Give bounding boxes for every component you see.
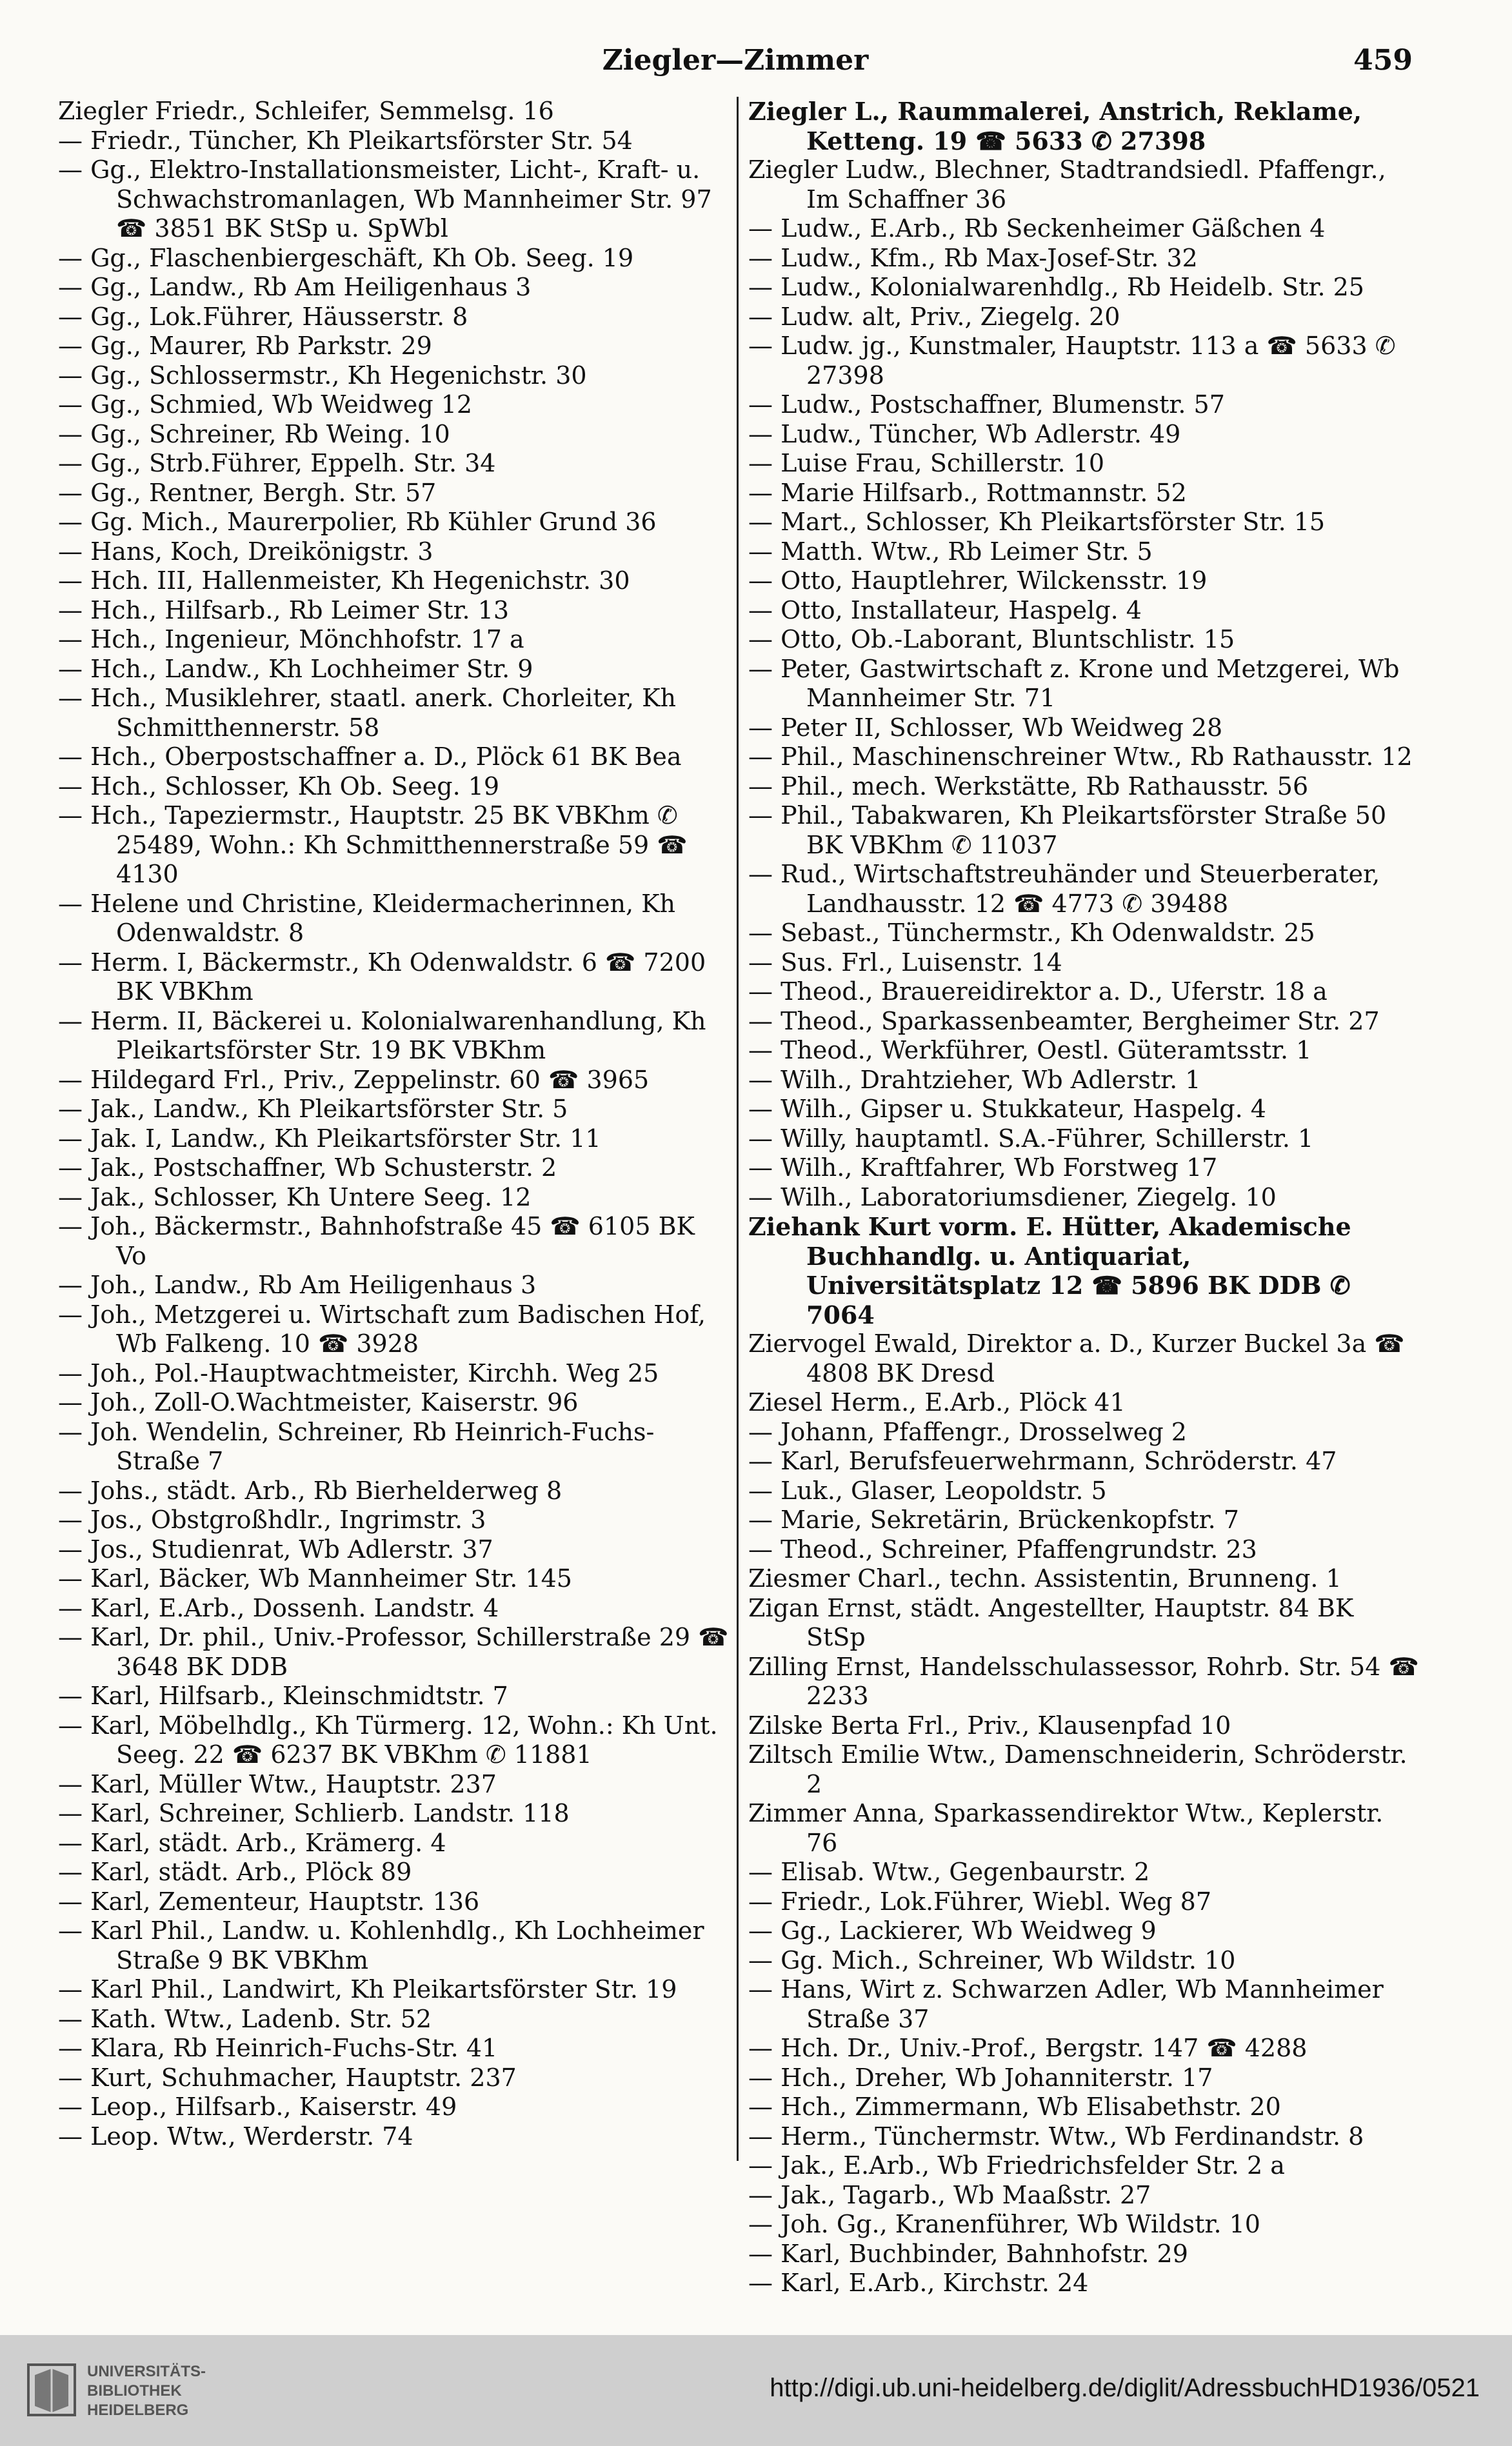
directory-entry: — Willy, hauptamtl. S.A.-Führer, Schillerstr. 1 bbox=[748, 1124, 1314, 1153]
directory-entry: — Karl, städt. Arb., Plöck 89 bbox=[58, 1858, 412, 1886]
directory-entry: — Karl, Schreiner, Schlierb. Landstr. 118 bbox=[58, 1799, 570, 1827]
directory-entry: — Hch., Landw., Kh Lochheimer Str. 9 bbox=[58, 654, 533, 683]
directory-entry: — Joh., Landw., Rb Am Heiligenhaus 3 bbox=[58, 1271, 537, 1299]
directory-entry: — Herm. I, Bäckermstr., Kh Odenwaldstr. 6 ☎ 7200 BK VBKhm bbox=[58, 948, 706, 1006]
directory-entry: — Kurt, Schuhmacher, Hauptstr. 237 bbox=[58, 2063, 517, 2092]
directory-entry: — Ludw., Tüncher, Wb Adlerstr. 49 bbox=[748, 419, 1181, 448]
directory-entry: — Jak. I, Landw., Kh Pleikartsförster Str. 11 bbox=[58, 1124, 601, 1153]
logo-line: BIBLIOTHEK bbox=[87, 2382, 182, 2400]
directory-entry: — Theod., Schreiner, Pfaffengrundstr. 23 bbox=[748, 1535, 1257, 1564]
directory-entry: — Joh. Wendelin, Schreiner, Rb Heinrich-Fuchs-Straße 7 bbox=[58, 1417, 655, 1475]
directory-entry: — Joh., Metzgerei u. Wirtschaft zum Badischen Hof, Wb Falkeng. 10 ☎ 3928 bbox=[58, 1300, 706, 1358]
directory-entry: — Elisab. Wtw., Gegenbaurstr. 2 bbox=[748, 1858, 1150, 1886]
directory-entry: — Luise Frau, Schillerstr. 10 bbox=[748, 449, 1105, 477]
directory-entry: — Peter, Gastwirtschaft z. Krone und Metzgerei, Wb Mannheimer Str. 71 bbox=[748, 654, 1400, 712]
directory-entry: — Karl, Zementeur, Hauptstr. 136 bbox=[58, 1887, 480, 1916]
logo-line: HEIDELBERG bbox=[87, 2401, 189, 2419]
directory-entry: — Kath. Wtw., Ladenb. Str. 52 bbox=[58, 2004, 432, 2033]
directory-entry: — Ludw. alt, Priv., Ziegelg. 20 bbox=[748, 302, 1120, 331]
directory-entry: — Karl, E.Arb., Dossenh. Landstr. 4 bbox=[58, 1593, 499, 1622]
library-logo-icon bbox=[26, 2361, 77, 2419]
directory-entry: — Luk., Glaser, Leopoldstr. 5 bbox=[748, 1476, 1107, 1505]
running-title: Ziegler—Zimmer bbox=[602, 44, 869, 77]
directory-entry: Ziltsch Emilie Wtw., Damenschneiderin, Schröderstr. 2 bbox=[748, 1740, 1408, 1798]
directory-entry: — Sebast., Tünchermstr., Kh Odenwaldstr. 25 bbox=[748, 919, 1315, 947]
directory-entry: — Johs., städt. Arb., Rb Bierhelderweg 8 bbox=[58, 1476, 562, 1505]
directory-entry: — Leop., Hilfsarb., Kaiserstr. 49 bbox=[58, 2093, 457, 2121]
directory-entry: — Gg., Lok.Führer, Häusserstr. 8 bbox=[58, 302, 468, 331]
directory-entry: — Hch. Dr., Univ.-Prof., Bergstr. 147 ☎ 4288 bbox=[748, 2034, 1308, 2062]
directory-entry: — Joh., Pol.-Hauptwachtmeister, Kirchh. Weg 25 bbox=[58, 1358, 659, 1387]
directory-entry: Ziesel Herm., E.Arb., Plöck 41 bbox=[748, 1388, 1126, 1417]
library-logo-text bbox=[87, 2362, 206, 2420]
directory-entry: — Jak., Tagarb., Wb Maaßstr. 27 bbox=[748, 2180, 1151, 2209]
directory-entry: — Karl, Möbelhdlg., Kh Türmerg. 12, Wohn.: Kh Unt. Seeg. 22 ☎ 6237 BK VBKhm ✆ 11881 bbox=[58, 1711, 718, 1769]
directory-entry: — Hch., Hilfsarb., Rb Leimer Str. 13 bbox=[58, 595, 510, 624]
directory-entry: — Marie, Sekretärin, Brückenkopfstr. 7 bbox=[748, 1506, 1239, 1534]
directory-entry: — Gg., Elektro-Installationsmeister, Licht-, Kraft- u. Schwachstromanlagen, Wb Mannheimer Str. 97 ☎ 3851 BK StSp u. SpWbl bbox=[58, 155, 712, 243]
directory-entry: — Hch. III, Hallenmeister, Kh Hegenichstr. 30 bbox=[58, 566, 630, 595]
directory-entry: Ziegler Ludw., Blechner, Stadtrandsiedl. Pfaffengr., Im Schaffner 36 bbox=[748, 155, 1386, 214]
directory-entry: — Hch., Dreher, Wb Johanniterstr. 17 bbox=[748, 2063, 1213, 2092]
directory-entry: Ziegler Friedr., Schleifer, Semmelsg. 16 bbox=[58, 97, 554, 125]
logo-line: UNIVERSITÄTS- bbox=[87, 2363, 206, 2380]
directory-entry: — Hch., Oberpostschaffner a. D., Plöck 61 BK Bea bbox=[58, 742, 682, 771]
directory-entry: — Klara, Rb Heinrich-Fuchs-Str. 41 bbox=[58, 2034, 498, 2062]
left-column bbox=[58, 97, 729, 2151]
directory-entry: — Theod., Brauereidirektor a. D., Uferstr. 18 a bbox=[748, 977, 1328, 1006]
directory-entry: — Johann, Pfaffengr., Drosselweg 2 bbox=[748, 1417, 1187, 1446]
directory-entry: — Karl, Bäcker, Wb Mannheimer Str. 145 bbox=[58, 1564, 572, 1593]
directory-entry: — Ludw., Kolonialwarenhdlg., Rb Heidelb. Str. 25 bbox=[748, 273, 1364, 301]
directory-entry: — Karl, E.Arb., Kirchstr. 24 bbox=[748, 2269, 1089, 2297]
directory-entry: — Friedr., Lok.Führer, Wiebl. Weg 87 bbox=[748, 1887, 1212, 1916]
directory-entry: — Matth. Wtw., Rb Leimer Str. 5 bbox=[748, 537, 1153, 566]
directory-entry: Ziegler L., Raummalerei, Anstrich, Reklame, Ketteng. 19 ☎ 5633 ✆ 27398 bbox=[748, 97, 1362, 155]
directory-entry: — Gg., Schreiner, Rb Weing. 10 bbox=[58, 419, 450, 448]
directory-entry: — Hch., Schlosser, Kh Ob. Seeg. 19 bbox=[58, 771, 500, 800]
directory-entry: — Hch., Ingenieur, Mönchhofstr. 17 a bbox=[58, 625, 524, 653]
directory-entry: — Hch., Musiklehrer, staatl. anerk. Chorleiter, Kh Schmitthennerstr. 58 bbox=[58, 684, 676, 742]
directory-entry: — Karl Phil., Landwirt, Kh Pleikartsförster Str. 19 bbox=[58, 1975, 677, 2004]
directory-entry: — Karl Phil., Landw. u. Kohlenhdlg., Kh Lochheimer Straße 9 BK VBKhm bbox=[58, 1916, 704, 1974]
directory-entry: — Jak., E.Arb., Wb Friedrichsfelder Str. 2 a bbox=[748, 2151, 1285, 2180]
directory-entry: — Otto, Ob.-Laborant, Bluntschlistr. 15 bbox=[748, 625, 1235, 653]
source-url-link[interactable]: http://digi.ub.uni-heidelberg.de/diglit/AdressbuchHD1936/0521 bbox=[770, 2374, 1480, 2402]
directory-entry: — Gg., Strb.Führer, Eppelh. Str. 34 bbox=[58, 449, 496, 477]
directory-entry: — Joh. Gg., Kranenführer, Wb Wildstr. 10 bbox=[748, 2210, 1260, 2238]
directory-entry: — Joh., Zoll-O.Wachtmeister, Kaiserstr. 96 bbox=[58, 1388, 579, 1417]
directory-entry: — Hch., Tapeziermstr., Hauptstr. 25 BK VBKhm ✆ 25489, Wohn.: Kh Schmitthennerstraße 59 ☎ 4130 bbox=[58, 801, 688, 888]
directory-entry: — Friedr., Tüncher, Kh Pleikartsförster Str. 54 bbox=[58, 126, 633, 155]
column-divider bbox=[737, 97, 739, 2161]
directory-entry: Ziehank Kurt vorm. E. Hütter, Akademische Buchhandlg. u. Antiquariat, Universitätsplatz 12 ☎ 5896 BK DDB ✆ 7064 bbox=[748, 1212, 1351, 1329]
directory-entry: — Herm., Tünchermstr. Wtw., Wb Ferdinandstr. 8 bbox=[748, 2122, 1364, 2151]
directory-entry: — Herm. II, Bäckerei u. Kolonialwarenhandlung, Kh Pleikartsförster Str. 19 BK VBKhm bbox=[58, 1006, 706, 1064]
directory-entry: — Rud., Wirtschaftstreuhänder und Steuerberater, Landhausstr. 12 ☎ 4773 ✆ 39488 bbox=[748, 860, 1380, 918]
directory-entry: — Marie Hilfsarb., Rottmannstr. 52 bbox=[748, 478, 1187, 507]
directory-entry: — Otto, Installateur, Haspelg. 4 bbox=[748, 595, 1142, 624]
directory-entry: — Hch., Zimmermann, Wb Elisabethstr. 20 bbox=[748, 2093, 1281, 2121]
directory-entry: — Gg., Maurer, Rb Parkstr. 29 bbox=[58, 332, 432, 360]
directory-entry: — Jak., Postschaffner, Wb Schusterstr. 2 bbox=[58, 1153, 557, 1182]
directory-entry: — Hildegard Frl., Priv., Zeppelinstr. 60 ☎ 3965 bbox=[58, 1065, 650, 1094]
directory-entry: — Theod., Sparkassenbeamter, Bergheimer Str. 27 bbox=[748, 1006, 1380, 1035]
page-number: 459 bbox=[1353, 44, 1413, 77]
directory-entry: — Joh., Bäckermstr., Bahnhofstraße 45 ☎ 6105 BK Vo bbox=[58, 1212, 695, 1270]
directory-entry: Zigan Ernst, städt. Angestellter, Hauptstr. 84 BK StSp bbox=[748, 1593, 1354, 1651]
directory-entry: — Karl, Müller Wtw., Hauptstr. 237 bbox=[58, 1769, 497, 1798]
directory-entry: — Phil., Maschinenschreiner Wtw., Rb Rathausstr. 12 bbox=[748, 742, 1413, 771]
directory-entry: Zilling Ernst, Handelsschulassessor, Rohrb. Str. 54 ☎ 2233 bbox=[748, 1652, 1419, 1710]
footer-bar bbox=[0, 2335, 1512, 2446]
page-header bbox=[58, 39, 1413, 84]
directory-entry: — Wilh., Kraftfahrer, Wb Forstweg 17 bbox=[748, 1153, 1218, 1182]
directory-entry: — Helene und Christine, Kleidermacherinnen, Kh Odenwaldstr. 8 bbox=[58, 889, 675, 947]
directory-entry: — Karl, Berufsfeuerwehrmann, Schröderstr. 47 bbox=[748, 1447, 1337, 1475]
directory-entry: — Wilh., Gipser u. Stukkateur, Haspelg. 4 bbox=[748, 1095, 1266, 1123]
directory-entry: Ziesmer Charl., techn. Assistentin, Brunneng. 1 bbox=[748, 1564, 1342, 1593]
directory-entry: — Gg. Mich., Maurerpolier, Rb Kühler Grund 36 bbox=[58, 508, 657, 536]
directory-entry: — Gg., Lackierer, Wb Weidweg 9 bbox=[748, 1916, 1157, 1945]
directory-entry: — Jos., Obstgroßhdlr., Ingrimstr. 3 bbox=[58, 1506, 486, 1534]
directory-entry: — Gg. Mich., Schreiner, Wb Wildstr. 10 bbox=[748, 1945, 1236, 1974]
directory-entry: — Jak., Landw., Kh Pleikartsförster Str. 5 bbox=[58, 1095, 568, 1123]
directory-entry: — Sus. Frl., Luisenstr. 14 bbox=[748, 948, 1062, 977]
right-column bbox=[748, 97, 1419, 2298]
directory-entry: — Karl, Hilfsarb., Kleinschmidtstr. 7 bbox=[58, 1682, 508, 1710]
directory-entry: — Mart., Schlosser, Kh Pleikartsförster Str. 15 bbox=[748, 508, 1326, 536]
directory-entry: — Wilh., Laboratoriumsdiener, Ziegelg. 10 bbox=[748, 1182, 1277, 1211]
directory-entry: — Phil., Tabakwaren, Kh Pleikartsförster Straße 50 BK VBKhm ✆ 11037 bbox=[748, 801, 1387, 859]
directory-entry: — Jak., Schlosser, Kh Untere Seeg. 12 bbox=[58, 1182, 532, 1211]
directory-entry: — Gg., Schlossermstr., Kh Hegenichstr. 30 bbox=[58, 361, 587, 390]
directory-entry: — Jos., Studienrat, Wb Adlerstr. 37 bbox=[58, 1535, 493, 1564]
directory-entry: — Otto, Hauptlehrer, Wilckensstr. 19 bbox=[748, 566, 1208, 595]
directory-entry: — Ludw., Postschaffner, Blumenstr. 57 bbox=[748, 390, 1225, 419]
directory-entry: — Theod., Werkführer, Oestl. Güteramtsstr. 1 bbox=[748, 1036, 1312, 1064]
directory-entry: — Ludw., Kfm., Rb Max-Josef-Str. 32 bbox=[748, 243, 1198, 272]
directory-entry: — Karl, städt. Arb., Krämerg. 4 bbox=[58, 1828, 446, 1857]
directory-entry: — Peter II, Schlosser, Wb Weidweg 28 bbox=[748, 713, 1223, 742]
directory-entry: — Ludw., E.Arb., Rb Seckenheimer Gäßchen 4 bbox=[748, 214, 1326, 243]
directory-entry: — Karl, Buchbinder, Bahnhofstr. 29 bbox=[748, 2239, 1188, 2268]
directory-entry: — Gg., Rentner, Bergh. Str. 57 bbox=[58, 478, 437, 507]
directory-entry: — Hans, Wirt z. Schwarzen Adler, Wb Mannheimer Straße 37 bbox=[748, 1975, 1384, 2033]
directory-entry: Zimmer Anna, Sparkassendirektor Wtw., Keplerstr. 76 bbox=[748, 1799, 1384, 1857]
directory-entry: Zilske Berta Frl., Priv., Klausenpfad 10 bbox=[748, 1711, 1231, 1740]
directory-entry: — Phil., mech. Werkstätte, Rb Rathausstr. 56 bbox=[748, 771, 1309, 800]
directory-entry: — Ludw. jg., Kunstmaler, Hauptstr. 113 a ☎ 5633 ✆ 27398 bbox=[748, 332, 1396, 390]
directory-entry: — Karl, Dr. phil., Univ.-Professor, Schillerstraße 29 ☎ 3648 BK DDB bbox=[58, 1623, 729, 1681]
directory-entry: — Hans, Koch, Dreikönigstr. 3 bbox=[58, 537, 433, 566]
directory-entry: — Gg., Schmied, Wb Weidweg 12 bbox=[58, 390, 473, 419]
directory-entry: — Gg., Landw., Rb Am Heiligenhaus 3 bbox=[58, 273, 532, 301]
directory-entry: — Wilh., Drahtzieher, Wb Adlerstr. 1 bbox=[748, 1065, 1201, 1094]
directory-entry: — Leop. Wtw., Werderstr. 74 bbox=[58, 2122, 413, 2151]
directory-entry: — Gg., Flaschenbiergeschäft, Kh Ob. Seeg. 19 bbox=[58, 243, 634, 272]
directory-entry: Ziervogel Ewald, Direktor a. D., Kurzer Buckel 3a ☎ 4808 BK Dresd bbox=[748, 1329, 1405, 1387]
